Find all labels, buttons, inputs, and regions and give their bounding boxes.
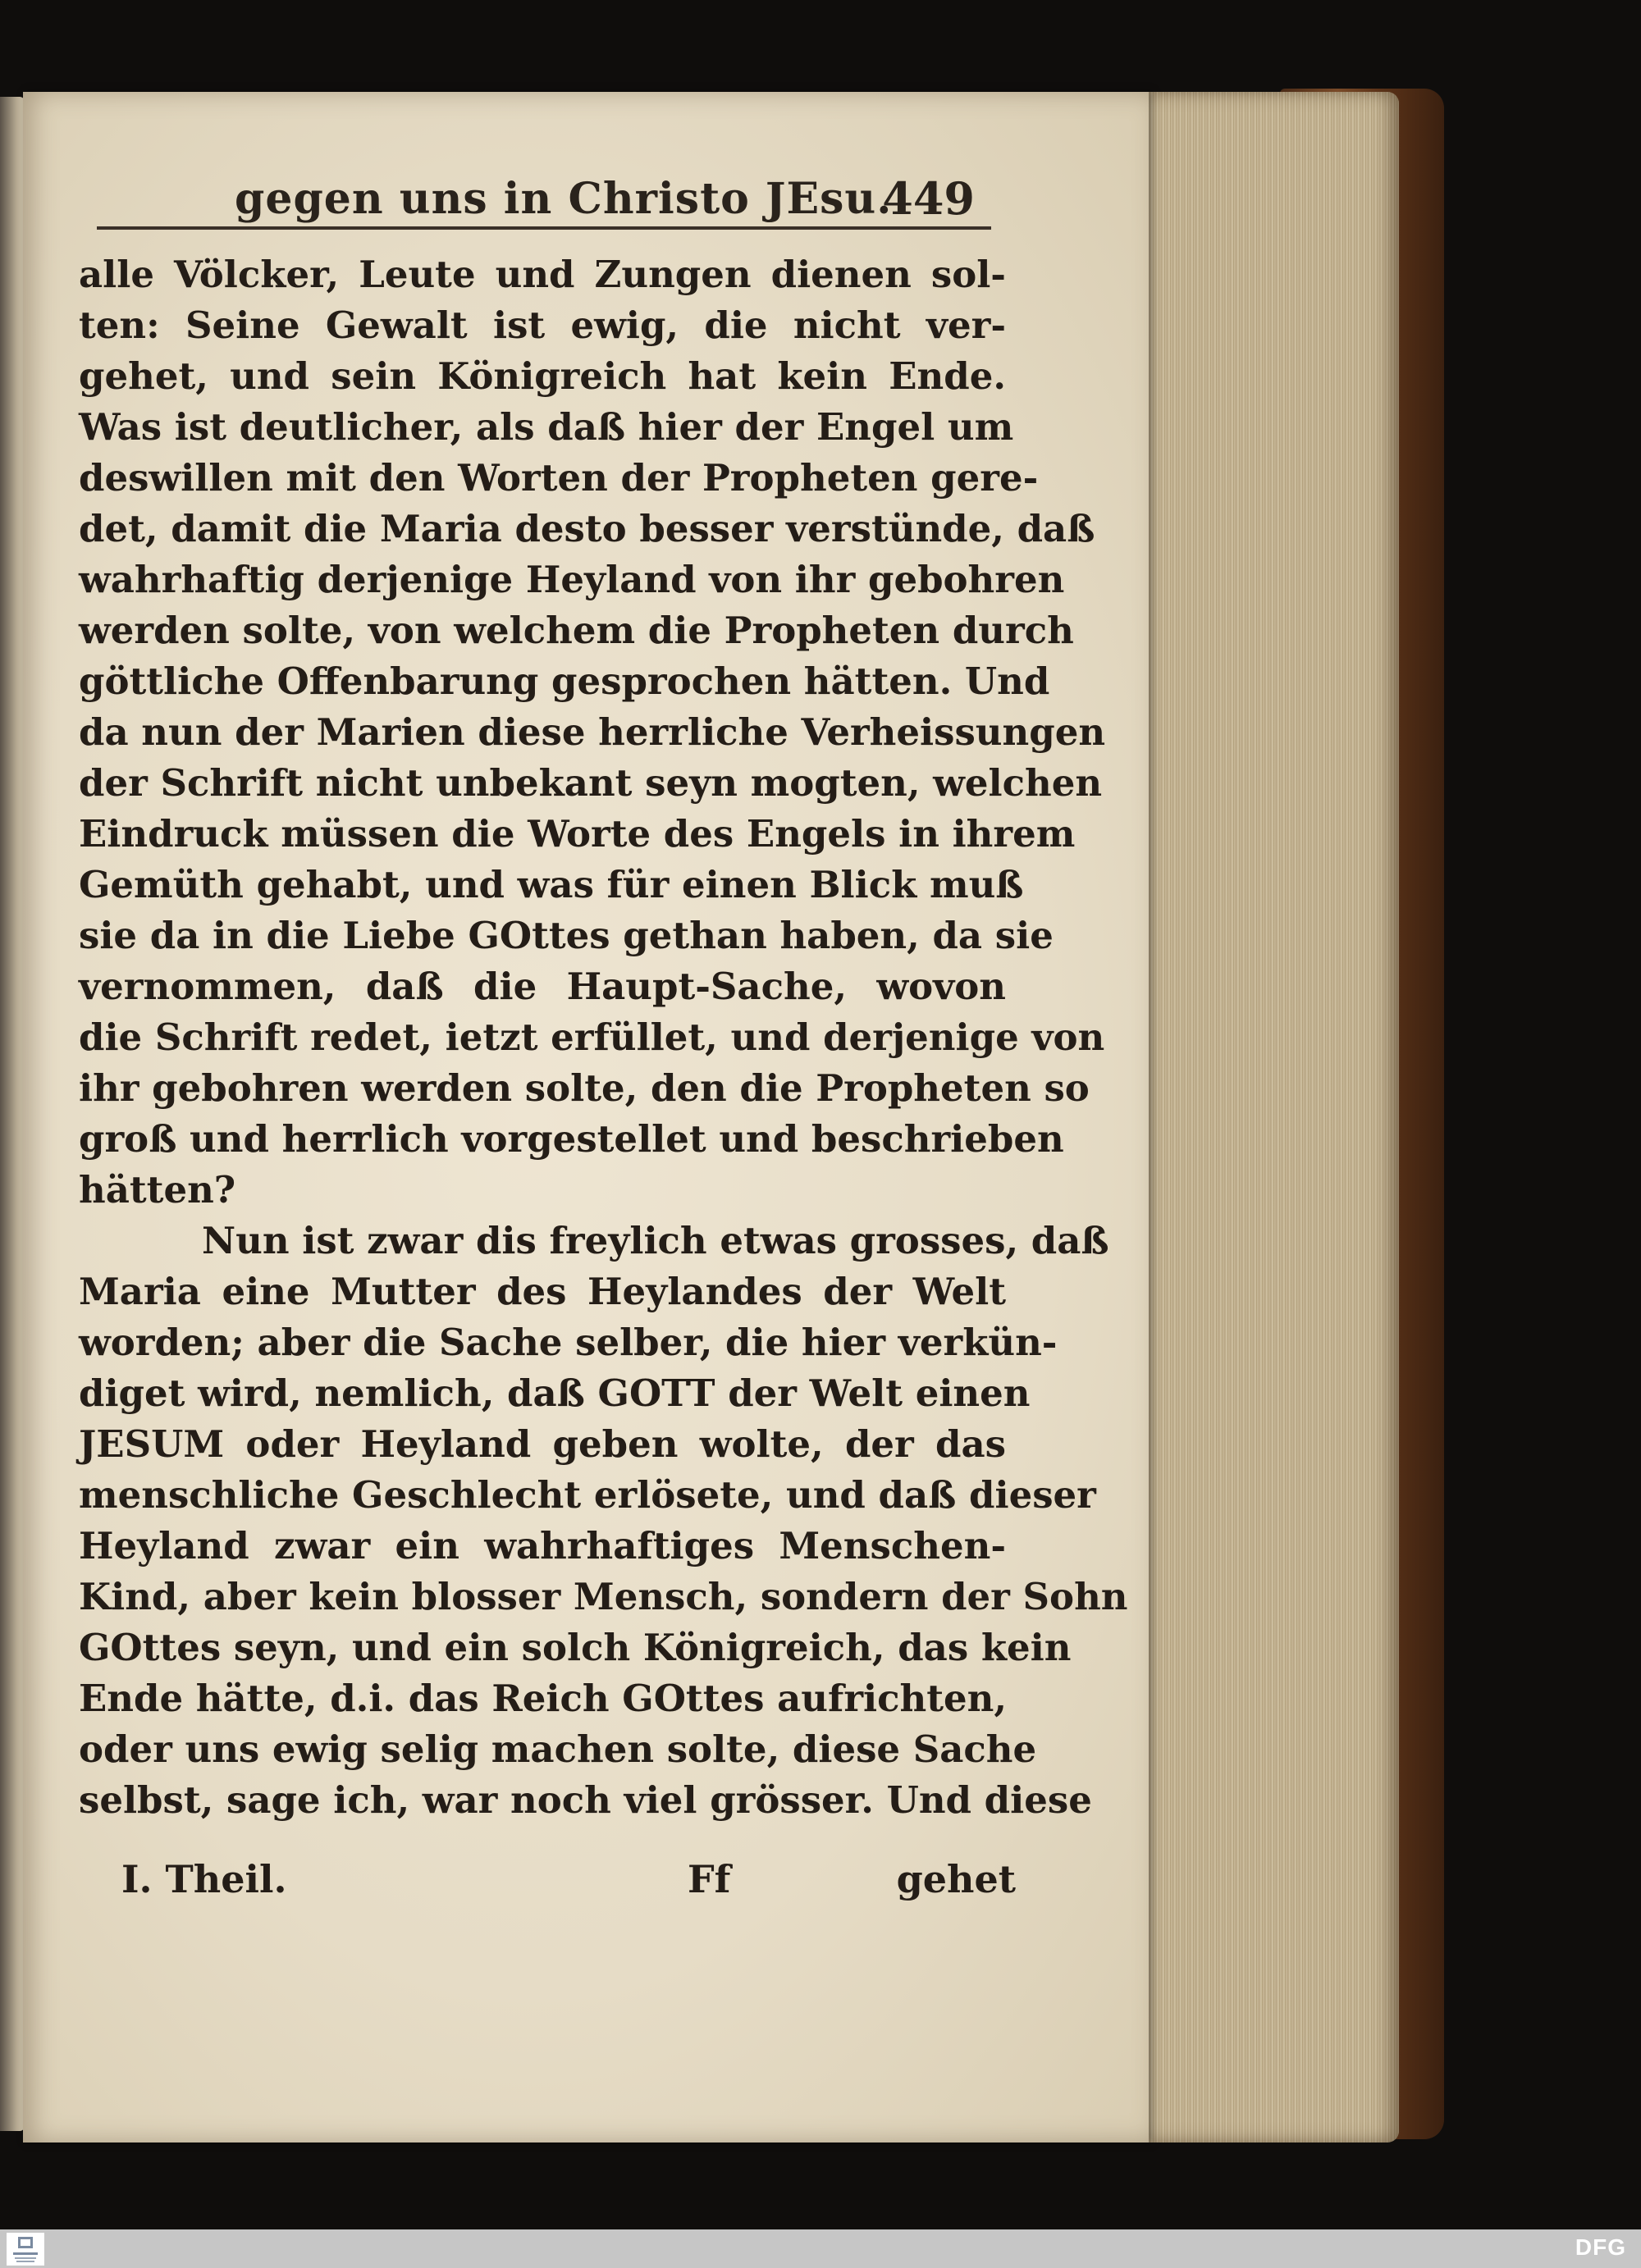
page-block-edges bbox=[1136, 92, 1399, 2143]
page-header bbox=[97, 164, 991, 230]
text-line: Kind, aber kein blosser Mensch, sondern der Sohn bbox=[79, 1575, 1128, 1618]
text-line: GOttes seyn, und ein solch Königreich, das kein bbox=[79, 1626, 1072, 1669]
text-line: sie da in die Liebe GOttes gethan haben, da sie bbox=[79, 914, 1054, 957]
text-line: Ende hätte, d.i. das Reich GOttes aufrichten, bbox=[79, 1677, 1008, 1720]
gathering-mark: Ff bbox=[688, 1857, 731, 1901]
text-line: worden; aber die Sache selber, die hier verkün- bbox=[79, 1321, 1058, 1364]
previous-page-edge bbox=[0, 97, 25, 2131]
text-line: Eindruck müssen die Worte des Engels in ihrem bbox=[79, 812, 1076, 856]
text-line: da nun der Marien diese herrliche Verheissungen bbox=[79, 710, 1106, 754]
text-line: det, damit die Maria desto besser verstünde, daß bbox=[79, 507, 1095, 550]
text-line: ten: Seine Gewalt ist ewig, die nicht ver- bbox=[79, 303, 1006, 347]
text-line: hätten? bbox=[79, 1168, 236, 1212]
page-number: 449 bbox=[882, 172, 975, 225]
text-line: oder uns ewig selig machen solte, diese Sache bbox=[79, 1727, 1037, 1771]
text-line: Nun ist zwar dis freylich etwas grosses, daß bbox=[202, 1219, 1109, 1262]
library-logo-icon bbox=[7, 2233, 44, 2266]
text-line: der Schrift nicht unbekant seyn mogten, welchen bbox=[79, 761, 1103, 805]
dfg-logo: DFG bbox=[1575, 2234, 1626, 2260]
running-head: gegen uns in Christo JEsu. bbox=[235, 174, 893, 224]
text-line: JESUM oder Heyland geben wolte, der das bbox=[79, 1422, 1006, 1466]
signature-mark: I. Theil. bbox=[121, 1857, 287, 1901]
text-line: menschliche Geschlecht erlösete, und daß dieser bbox=[79, 1473, 1096, 1517]
header-rule bbox=[97, 226, 991, 230]
text-line: göttliche Offenbarung gesprochen hätten. Und bbox=[79, 659, 1050, 703]
text-line: groß und herrlich vorgestellet und beschrieben bbox=[79, 1117, 1064, 1161]
text-line: selbst, sage ich, war noch viel grösser. Und diese bbox=[79, 1778, 1092, 1822]
page-footer bbox=[121, 1857, 1016, 1906]
text-line: die Schrift redet, ietzt erfüllet, und derjenige von bbox=[79, 1015, 1105, 1059]
text-line: Was ist deutlicher, als daß hier der Engel um bbox=[79, 405, 1014, 449]
text-line: vernommen, daß die Haupt-Sache, wovon bbox=[79, 965, 1006, 1008]
text-line: wahrhaftig derjenige Heyland von ihr gebohren bbox=[79, 558, 1065, 601]
viewer-bottom-bar bbox=[0, 2229, 1641, 2268]
text-line: ihr gebohren werden solte, den die Propheten so bbox=[79, 1066, 1090, 1110]
text-line: Heyland zwar ein wahrhaftiges Menschen- bbox=[79, 1524, 1006, 1568]
book-page bbox=[23, 92, 1149, 2143]
text-line: gehet, und sein Königreich hat kein Ende. bbox=[79, 354, 1006, 398]
text-line: Gemüth gehabt, und was für einen Blick muß bbox=[79, 863, 1024, 906]
text-line: diget wird, nemlich, daß GOTT der Welt einen bbox=[79, 1371, 1031, 1415]
body-text bbox=[79, 249, 1128, 1826]
catchword: gehet bbox=[896, 1857, 1016, 1901]
text-line: Maria eine Mutter des Heylandes der Welt bbox=[79, 1270, 1006, 1313]
text-line: alle Völcker, Leute und Zungen dienen sol- bbox=[79, 253, 1006, 296]
text-line: werden solte, von welchem die Propheten durch bbox=[79, 609, 1074, 652]
text-line: deswillen mit den Worten der Propheten gere- bbox=[79, 456, 1039, 500]
